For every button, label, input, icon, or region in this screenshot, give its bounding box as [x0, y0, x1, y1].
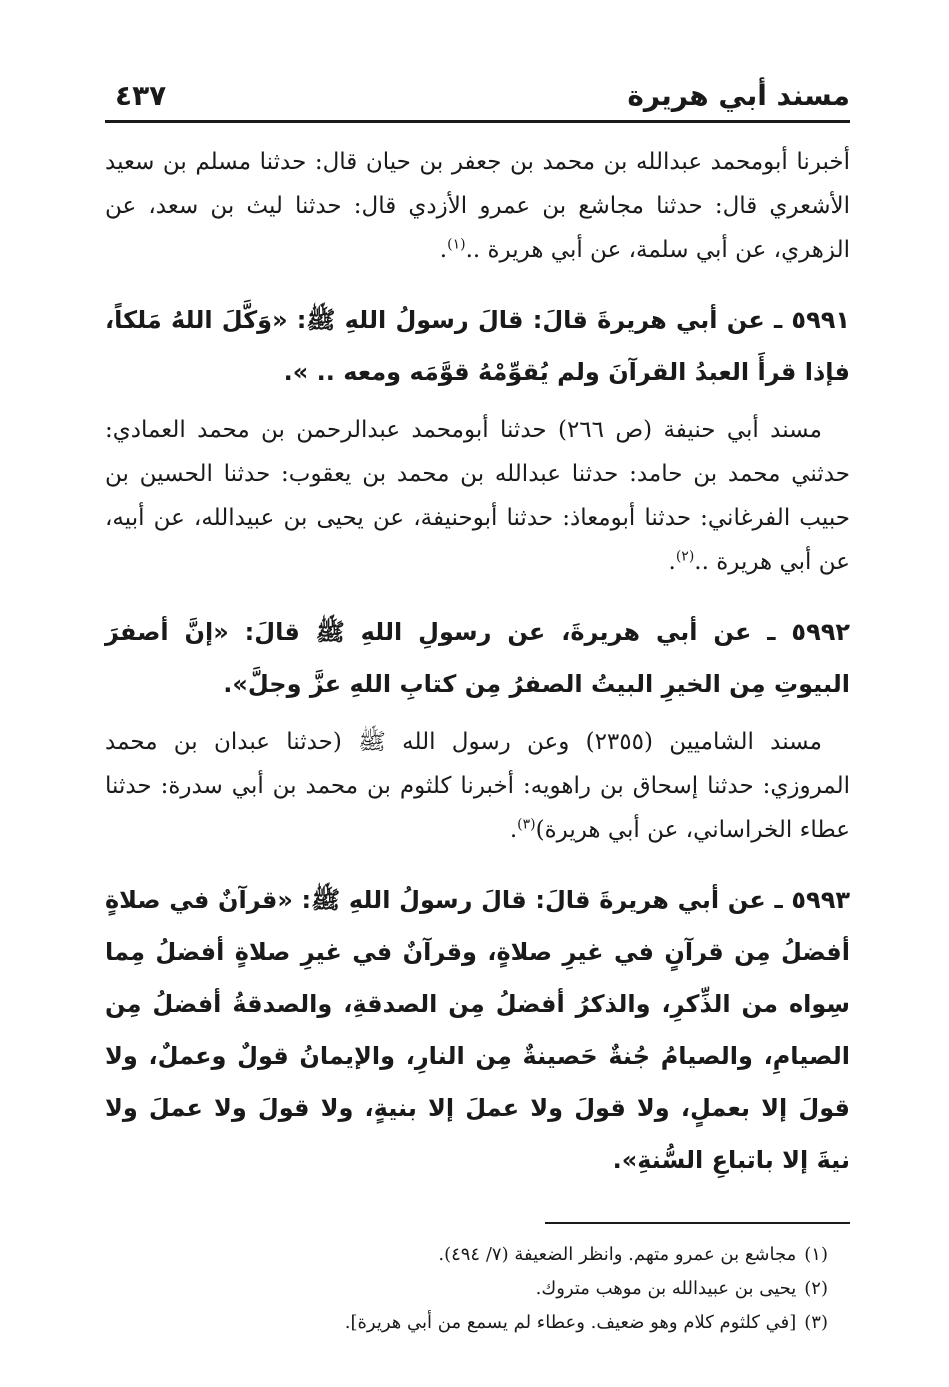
- hadith-text: عن أبي هريرةَ قالَ: قالَ رسولُ اللهِ ﷺ: «وَكَّلَ اللهُ مَلكاً، فإذا قرأَ العبدُ القرآنَ ولم يُقوِّمْهُ قوَّمَه ومعه .. ».: [105, 306, 850, 386]
- page-body: [105, 140, 850, 1340]
- hadith-paragraph: [105, 294, 850, 398]
- footnote-item: [105, 1238, 828, 1272]
- book-page: [105, 70, 850, 1340]
- running-title: مسند أبي هريرة: [627, 79, 850, 112]
- footnotes: [105, 1238, 828, 1340]
- source-text: مسند أبي حنيفة (ص ٢٦٦) حدثنا أبومحمد عبدالرحمن بن محمد العمادي: حدثني محمد بن حامد: حدثنا عبدالله بن محمد بن يعقوب: حدثنا الحسين بن حبيب الفرغاني: حدثنا أبومعاذ: حدثنا أبوحنيفة، عن يحيى بن عبيدالله، عن أبيه، عن أبي هريرة ..: [105, 417, 850, 575]
- footnote-item: [105, 1306, 828, 1340]
- source-end: .: [668, 549, 676, 575]
- hadith-paragraph: [105, 606, 850, 710]
- footnote-separator: [545, 1222, 850, 1224]
- source-end: .: [509, 817, 518, 843]
- source-paragraph: [105, 720, 850, 852]
- footnote-text: يحيى بن عبيدالله بن موهب متروك.: [535, 1278, 797, 1299]
- footnote-number: (١): [804, 1244, 828, 1265]
- source-text: مسند الشاميين (٢٣٥٥) وعن رسول الله ﷺ (حدثنا عبدان بن محمد المروزي: حدثنا إسحاق بن راهويه: أخبرنا كلثوم بن محمد بن أبي سدرة: حدثنا عطاء الخراساني، عن أبي هريرة): [105, 729, 850, 843]
- hadith-text: عن أبي هريرةَ، عن رسولِ اللهِ ﷺ قالَ: «إنَّ أصفرَ البيوتِ مِن الخيرِ البيتُ الصفرُ مِن كتابِ اللهِ عزَّ وجلَّ».: [105, 618, 850, 698]
- footnote-marker[interactable]: (٣): [517, 816, 536, 833]
- footnote-separator-wrap: [105, 1196, 850, 1238]
- header-divider: [105, 120, 850, 123]
- footnote-marker[interactable]: (١): [447, 236, 466, 253]
- footnote-number: (٣): [804, 1312, 828, 1333]
- source-end: .: [439, 237, 448, 263]
- footnote-number: (٢): [804, 1278, 828, 1299]
- hadith-number: ٥٩٩١: [791, 306, 851, 334]
- hadith-paragraph: [105, 874, 850, 1186]
- footnote-text: [في كلثوم كلام وهو ضعيف. وعطاء لم يسمع من أبي هريرة].: [344, 1312, 797, 1333]
- hadith-dash: ـ: [764, 306, 783, 334]
- page-header: [105, 70, 850, 122]
- hadith-number: ٥٩٩٢: [791, 618, 851, 646]
- source-paragraph: [105, 140, 850, 272]
- source-text: أخبرنا أبومحمد عبدالله بن محمد بن جعفر بن حيان قال: حدثنا مسلم بن سعيد الأشعري قال: حدثنا مجاشع بن عمرو الأزدي قال: حدثنا ليث بن سعد، عن الزهري، عن أبي سلمة، عن أبي هريرة ..: [105, 149, 850, 263]
- hadith-dash: ـ: [765, 886, 783, 914]
- hadith-text: عن أبي هريرةَ قالَ: قالَ رسولُ اللهِ ﷺ: «قرآنٌ في صلاةٍ أفضلُ مِن قرآنٍ في غيرِ صلاةٍ، وقرآنٌ في غيرِ صلاةٍ أفضلُ مِما سِواه من الذِّكرِ، والذكرُ أفضلُ مِن الصدقةِ، والصدقةُ أفضلُ مِن الصيامِ، والصيامُ جُنةٌ حَصينةٌ مِن النارِ، والإيمانُ قولٌ وعملٌ، ولا قولَ إلا بعملٍ، ولا قولَ ولا عملَ إلا بنيةٍ، ولا قولَ ولا عملَ ولا نيةَ إلا باتباعِ السُّنةِ».: [105, 886, 850, 1174]
- page-number: ٤٣٧: [115, 79, 167, 112]
- hadith-dash: ـ: [751, 618, 776, 646]
- footnote-item: [105, 1272, 828, 1306]
- footnote-text: مجاشع بن عمرو متهم. وانظر الضعيفة (٧/ ٤٩٤).: [438, 1244, 797, 1265]
- footnote-marker[interactable]: (٢): [675, 548, 695, 565]
- source-paragraph: [105, 408, 850, 584]
- hadith-number: ٥٩٩٣: [791, 886, 850, 914]
